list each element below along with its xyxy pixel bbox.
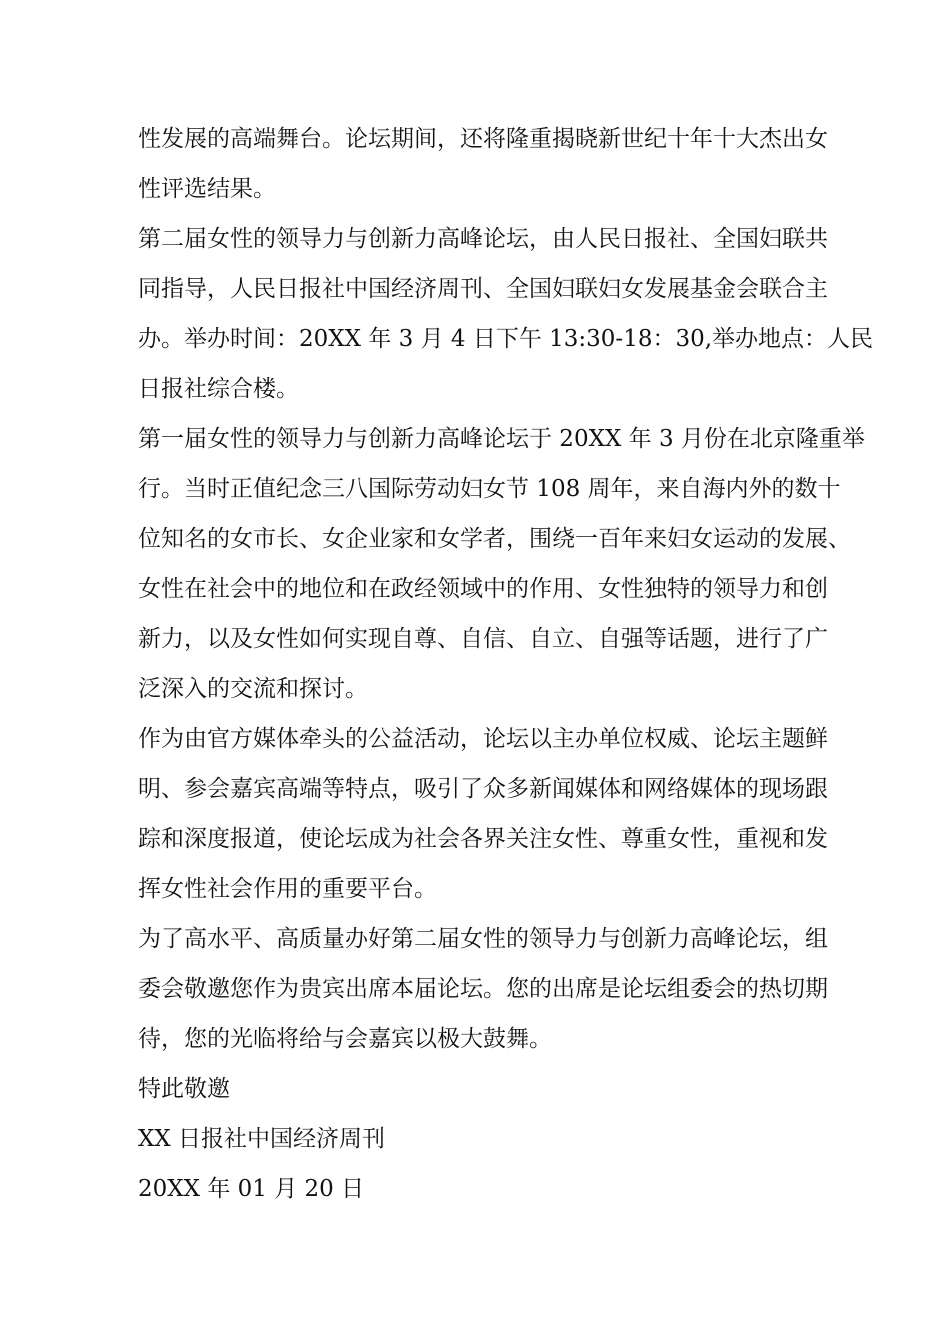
text-line: 为了高水平、高质量办好第二届女性的领导力与创新力高峰论坛，组 [138,926,828,952]
closing-phrase: 特此敬邀 [138,1076,230,1102]
text-line: 挥女性社会作用的重要平台。 [138,876,437,902]
text-line: 性评选结果。 [138,176,276,202]
text-line: 位知名的女市长、女企业家和女学者，围绕一百年来妇女运动的发展、 [138,526,851,552]
text-line: 办。举办时间：20XX 年 3 月 4 日下午 13:30-18：30,举办地点：人民 [138,326,874,352]
text-line: 待，您的光临将给与会嘉宾以极大鼓舞。 [138,1026,552,1052]
text-line: 新力，以及女性如何实现自尊、自信、自立、自强等话题，进行了广 [138,626,828,652]
text-line: 同指导，人民日报社中国经济周刊、全国妇联妇女发展基金会联合主 [138,276,828,302]
signature-date: 20XX 年 01 月 20 日 [138,1176,365,1202]
text-line: 踪和深度报道，使论坛成为社会各界关注女性、尊重女性，重视和发 [138,826,828,852]
text-line: 女性在社会中的地位和在政经领域中的作用、女性独特的领导力和创 [138,576,828,602]
signature-organization: XX 日报社中国经济周刊 [138,1126,386,1152]
text-line: 性发展的高端舞台。论坛期间，还将隆重揭晓新世纪十年十大杰出女 [138,126,828,152]
text-line: 日报社综合楼。 [138,376,299,402]
text-line: 作为由官方媒体牵头的公益活动，论坛以主办单位权威、论坛主题鲜 [138,726,828,752]
text-line: 委会敬邀您作为贵宾出席本届论坛。您的出席是论坛组委会的热切期 [138,976,828,1002]
text-line: 泛深入的交流和探讨。 [138,676,368,702]
text-line: 明、参会嘉宾高端等特点，吸引了众多新闻媒体和网络媒体的现场跟 [138,776,828,802]
text-line: 第二届女性的领导力与创新力高峰论坛，由人民日报社、全国妇联共 [138,226,828,252]
text-line: 行。当时正值纪念三八国际劳动妇女节 108 周年，来自海内外的数十 [138,476,841,502]
text-line: 第一届女性的领导力与创新力高峰论坛于 20XX 年 3 月份在北京隆重举 [138,426,865,452]
